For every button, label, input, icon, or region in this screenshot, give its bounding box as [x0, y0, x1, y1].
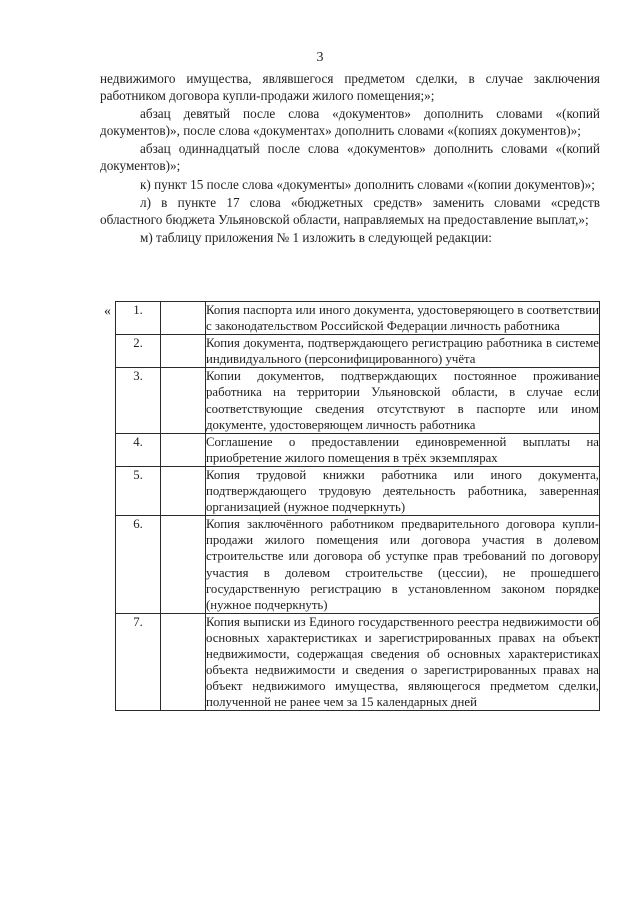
empty-cell: [161, 368, 206, 433]
row-number: 4.: [116, 433, 161, 466]
paragraph: к) пункт 15 после слова «документы» дополнить словами «(копии документов)»;: [140, 176, 595, 192]
table-open-quote: «: [104, 304, 111, 319]
row-text: Копия паспорта или иного документа, удостоверяющего в соответствии с законодательством Российской Федерации личность работника: [206, 303, 599, 334]
row-number: 1.: [116, 302, 161, 335]
row-number: 5.: [116, 466, 161, 515]
empty-cell: [161, 613, 206, 711]
row-number: 7.: [116, 613, 161, 711]
table-row: [116, 302, 600, 335]
paragraph: абзац девятый после слова «документов» дополнить словами «(копий документов)», после слова «документах» дополнить словами «(копиях документов)»;: [100, 106, 600, 138]
row-number: 3.: [116, 368, 161, 433]
body-text: [100, 71, 600, 249]
paragraph: л) в пункте 17 слова «бюджетных средств» заменить словами «средств областного бюджета Ульяновской области, направляемых на предоставление выплат,»;: [100, 195, 600, 227]
table-row: [116, 368, 600, 433]
table-row: [116, 466, 600, 515]
row-number: 2.: [116, 335, 161, 368]
empty-cell: [161, 335, 206, 368]
paragraph: абзац одиннадцатый после слова «документов» дополнить словами «(копий документов)»;: [100, 141, 600, 173]
empty-cell: [161, 433, 206, 466]
row-text: Копия трудовой книжки работника или иного документа, подтверждающего трудовую деятельность работника, заверенная организацией (нужное подчеркнуть): [206, 467, 599, 515]
table-row: [116, 516, 600, 614]
paragraph: недвижимого имущества, являвшегося предметом сделки, в случае заключения работником договора купли-продажи жилого помещения;»;: [100, 71, 600, 103]
empty-cell: [161, 302, 206, 335]
row-text: Копия документа, подтверждающего регистрацию работника в системе индивидуального (персонифицированного) учёта: [206, 336, 599, 367]
page-number: 3: [316, 50, 324, 65]
row-number: 6.: [116, 516, 161, 614]
paragraph: м) таблицу приложения № 1 изложить в следующей редакции:: [140, 230, 492, 246]
empty-cell: [161, 516, 206, 614]
table-row: [116, 613, 600, 711]
table-row: [116, 433, 600, 466]
table-row: [116, 335, 600, 368]
row-text: Соглашение о предоставлении единовременной выплаты на приобретение жилого помещения в трёх экземплярах: [206, 434, 599, 465]
row-text: Копия выписки из Единого государственного реестра недвижимости об основных характеристиках и зарегистрированных правах на объект недвижимости, содержащая сведения об основных характеристиках объекта недвижимости и сведения о зарегистрированных правах на объект недвижимого имущества, являющегося предметом сделки, полученной не ранее чем за 15 календарных дней: [206, 614, 599, 710]
row-text: Копии документов, подтверждающих постоянное проживание работника на территории Ульяновской области, в случае если соответствующие сведения отсутствуют в паспорте или ином документе, удостоверяющем личность работника: [206, 369, 599, 432]
empty-cell: [161, 466, 206, 515]
documents-table: [115, 301, 600, 711]
row-text: Копия заключённого работником предварительного договора купли-продажи жилого помещения или договора участия в долевом строительстве или договора об уступке прав требований по договору участия в долевом строительстве (цессии), не прошедшего государственную регистрацию в установленном законом порядке (нужное подчеркнуть): [206, 517, 599, 612]
